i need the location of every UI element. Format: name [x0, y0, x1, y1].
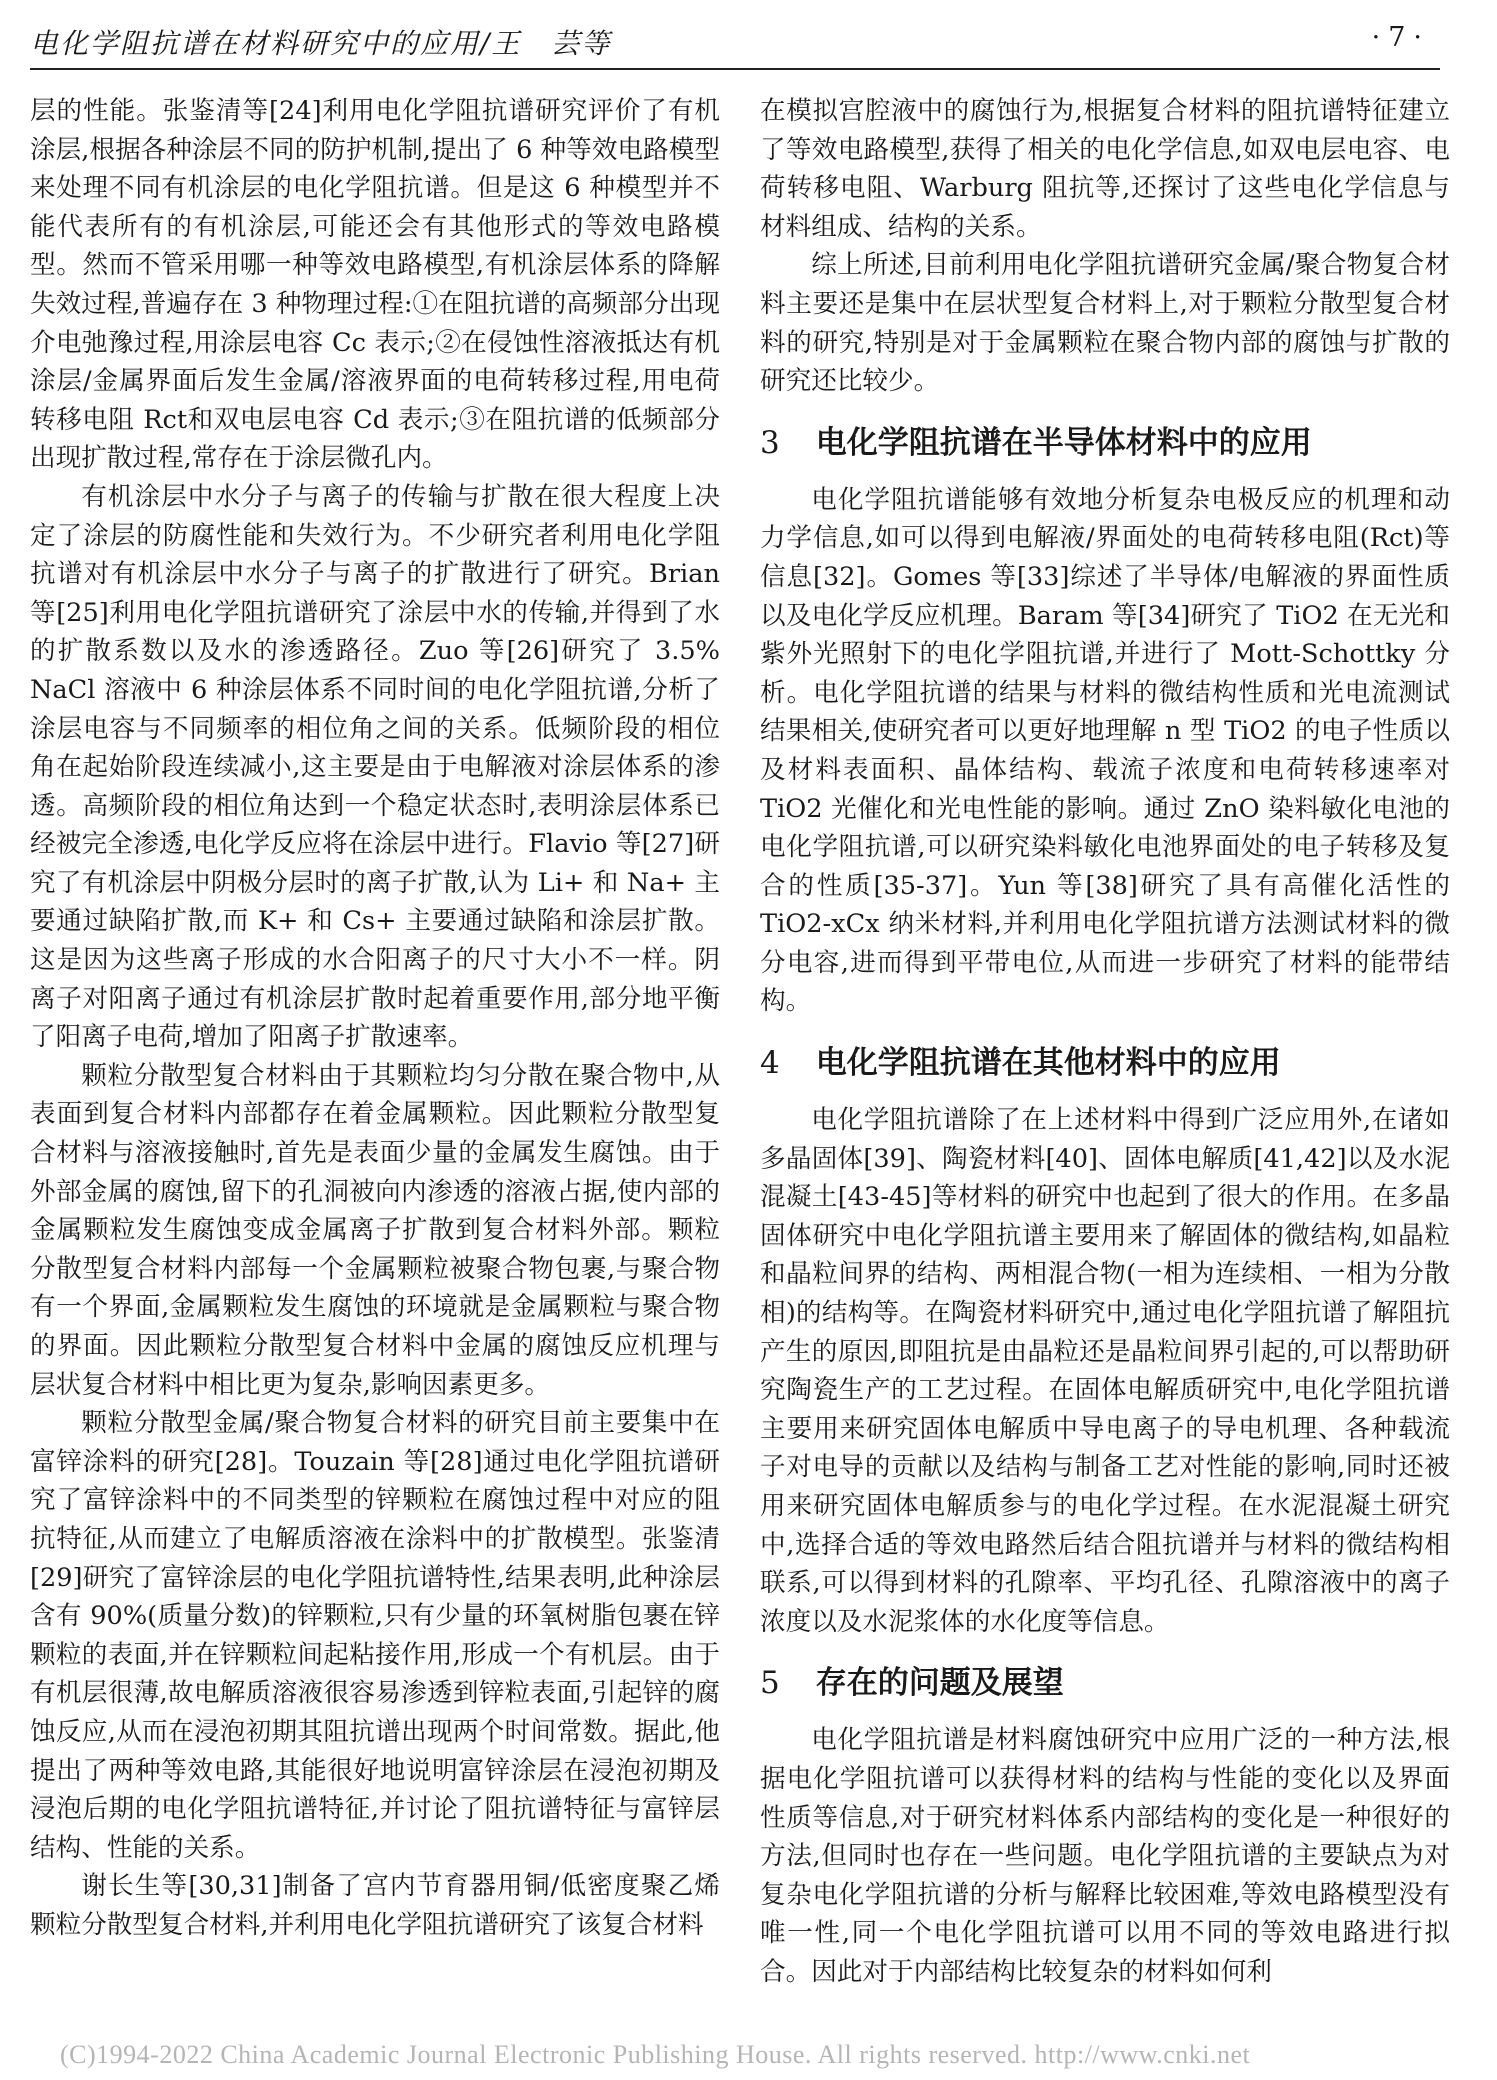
- section-heading-5: [760, 1661, 1450, 1705]
- running-header: [30, 18, 1430, 60]
- paragraph: 电化学阻抗谱是材料腐蚀研究中应用广泛的一种方法,根据电化学阻抗谱可以获得材料的结构与性能的变化以及界面性质等信息,对于研究材料体系内部结构的变化是一种很好的方法,但同时也存在一些问题。电化学阻抗谱的主要缺点为对复杂电化学阻抗谱的分析与解释比较困难,等效电路模型没有唯一性,同一个电化学阻抗谱可以用不同的等效电路进行拟合。因此对于内部结构比较复杂的材料如何利: [760, 1725, 1450, 1987]
- paragraph: 电化学阻抗谱能够有效地分析复杂电极反应的机理和动力学信息,如可以得到电解液/界面处的电荷转移电阻(Rct)等信息[32]。Gomes 等[33]综述了半导体/电解液的界面性质以及电化学反应机理。Baram 等[34]研究了 TiO2 在无光和紫外光照射下的电化学阻抗谱,并进行了 Mott-Schottky 分析。电化学阻抗谱的结果与材料的微结构性质和光电流测试结果相关,使研究者可以更好地理解 n 型 TiO2 的电子性质以及材料表面积、晶体结构、载流子浓度和电荷转移速率对 TiO2 光催化和光电性能的影响。通过 ZnO 染料敏化电池的电化学阻抗谱,可以研究染料敏化电池界面处的电子转移及复合的性质[35-37]。Yun 等[38]研究了具有高催化活性的 TiO2-xCx 纳米材料,并利用电化学阻抗谱方法测试材料的微分电容,进而得到平带电位,从而进一步研究了材料的能带结构。: [760, 484, 1450, 1017]
- section-number: 4: [760, 1045, 780, 1082]
- header-rule: [30, 68, 1440, 70]
- section-title: 存在的问题及展望: [815, 1665, 1064, 1702]
- paragraph: 颗粒分散型金属/聚合物复合材料的研究目前主要集中在富锌涂料的研究[28]。Touzain 等[28]通过电化学阻抗谱研究了富锌涂料中的不同类型的锌颗粒在腐蚀过程中对应的阻抗特征,从而建立了电解质溶液在涂料中的扩散模型。张鉴清[29]研究了富锌涂层的电化学阻抗谱特性,结果表明,此种涂层含有 90%(质量分数)的锌颗粒,只有少量的环氧树脂包裹在锌颗粒的表面,并在锌颗粒间起粘接作用,形成一个有机层。由于有机层很薄,故电解质溶液很容易渗透到锌粒表面,引起锌的腐蚀反应,从而在浸泡初期其阻抗谱出现两个时间常数。据此,他提出了两种等效电路,其能很好地说明富锌涂层在浸泡初期及浸泡后期的电化学阻抗谱特征,并讨论了阻抗谱特征与富锌层结构、性能的关系。: [30, 1408, 720, 1863]
- section-number: 5: [760, 1665, 780, 1702]
- paragraph: 谢长生等[30,31]制备了宫内节育器用铜/低密度聚乙烯颗粒分散型复合材料,并利用电化学阻抗谱研究了该复合材料: [30, 1871, 720, 1940]
- section-heading-3: [760, 421, 1450, 465]
- copyright-watermark: (C)1994-2022 China Academic Journal Electronic Publishing House. All rights reserved. http://www.cnki.net: [60, 2040, 1251, 2069]
- paragraph: 有机涂层中水分子与离子的传输与扩散在很大程度上决定了涂层的防腐性能和失效行为。不少研究者利用电化学阻抗谱对有机涂层中水分子与离子的扩散进行了研究。Brian 等[25]利用电化学阻抗谱研究了涂层中水的传输,并得到了水的扩散系数以及水的渗透路径。Zuo 等[26]研究了 3.5% NaCl 溶液中 6 种涂层体系不同时间的电化学阻抗谱,分析了涂层电容与不同频率的相位角之间的关系。低频阶段的相位角在起始阶段连续减小,这主要是由于电解液对涂层体系的渗透。高频阶段的相位角达到一个稳定状态时,表明涂层体系已经被完全渗透,电化学反应将在涂层中进行。Flavio 等[27]研究了有机涂层中阴极分层时的离子扩散,认为 Li+ 和 Na+ 主要通过缺陷扩散,而 K+ 和 Cs+ 主要通过缺陷和涂层扩散。这是因为这些离子形成的水合阳离子的尺寸大小不一样。阴离子对阳离子通过有机涂层扩散时起着重要作用,部分地平衡了阳离子电荷,增加了阳离子扩散速率。: [30, 481, 720, 1053]
- right-column: [760, 92, 1450, 1992]
- paragraph: 综上所述,目前利用电化学阻抗谱研究金属/聚合物复合材料主要还是集中在层状型复合材料上,对于颗粒分散型复合材料的研究,特别是对于金属颗粒在聚合物内部的腐蚀与扩散的研究还比较少。: [760, 250, 1450, 397]
- section-number: 3: [760, 424, 780, 461]
- section-title: 电化学阻抗谱在半导体材料中的应用: [815, 424, 1312, 461]
- section-title: 电化学阻抗谱在其他材料中的应用: [815, 1045, 1281, 1082]
- paragraph: 颗粒分散型复合材料由于其颗粒均匀分散在聚合物中,从表面到复合材料内部都存在着金属颗粒。因此颗粒分散型复合材料与溶液接触时,首先是表面少量的金属发生腐蚀。由于外部金属的腐蚀,留下的孔洞被向内渗透的溶液占据,使内部的金属颗粒发生腐蚀变成金属离子扩散到复合材料外部。颗粒分散型复合材料内部每一个金属颗粒被聚合物包裹,与聚合物有一个界面,金属颗粒发生腐蚀的环境就是金属颗粒与聚合物的界面。因此颗粒分散型复合材料中金属的腐蚀反应机理与层状复合材料中相比更为复杂,影响因素更多。: [30, 1060, 720, 1400]
- paragraph: 电化学阻抗谱除了在上述材料中得到广泛应用外,在诸如多晶固体[39]、陶瓷材料[40]、固体电解质[41,42]以及水泥混凝土[43-45]等材料的研究中也起到了很大的作用。在多晶固体研究中电化学阻抗谱主要用来了解固体的微结构,如晶粒和晶粒间界的结构、两相混合物(一相为连续相、一相为分散相)的结构等。在陶瓷材料研究中,通过电化学阻抗谱了解阻抗产生的原因,即阻抗是由晶粒还是晶粒间界引起的,可以帮助研究陶瓷生产的工艺过程。在固体电解质研究中,电化学阻抗谱主要用来研究固体电解质中导电离子的导电机理、各种载流子对电导的贡献以及结构与制备工艺对性能的影响,同时还被用来研究固体电解质参与的电化学过程。在水泥混凝土研究中,选择合适的等效电路然后结合阻抗谱并与材料的微结构相联系,可以得到材料的孔隙率、平均孔径、孔隙溶液中的离子浓度以及水泥浆体的水化度等信息。: [760, 1105, 1450, 1637]
- page-number: ·7·: [1371, 22, 1430, 53]
- left-column: [30, 92, 720, 1945]
- paragraph: 层的性能。张鉴清等[24]利用电化学阻抗谱研究评价了有机涂层,根据各种涂层不同的防护机制,提出了 6 种等效电路模型来处理不同有机涂层的电化学阻抗谱。但是这 6 种模型并不能代表所有的有机涂层,可能还会有其他形式的等效电路模型。然而不管采用哪一种等效电路模型,有机涂层体系的降解失效过程,普遍存在 3 种物理过程:①在阻抗谱的高频部分出现介电弛豫过程,用涂层电容 Cc 表示;②在侵蚀性溶液抵达有机涂层/金属界面后发生金属/溶液界面的电荷转移过程,用电荷转移电阻 Rct和双电层电容 Cd 表示;③在阻抗谱的低频部分出现扩散过程,常存在于涂层微孔内。: [30, 96, 720, 474]
- paragraph: 在模拟宫腔液中的腐蚀行为,根据复合材料的阻抗谱特征建立了等效电路模型,获得了相关的电化学信息,如双电层电容、电荷转移电阻、Warburg 阻抗等,还探讨了这些电化学信息与材料组成、结构的关系。: [760, 96, 1450, 242]
- running-title: 电化学阻抗谱在材料研究中的应用/王 芸等: [30, 27, 612, 60]
- section-heading-4: [760, 1041, 1450, 1085]
